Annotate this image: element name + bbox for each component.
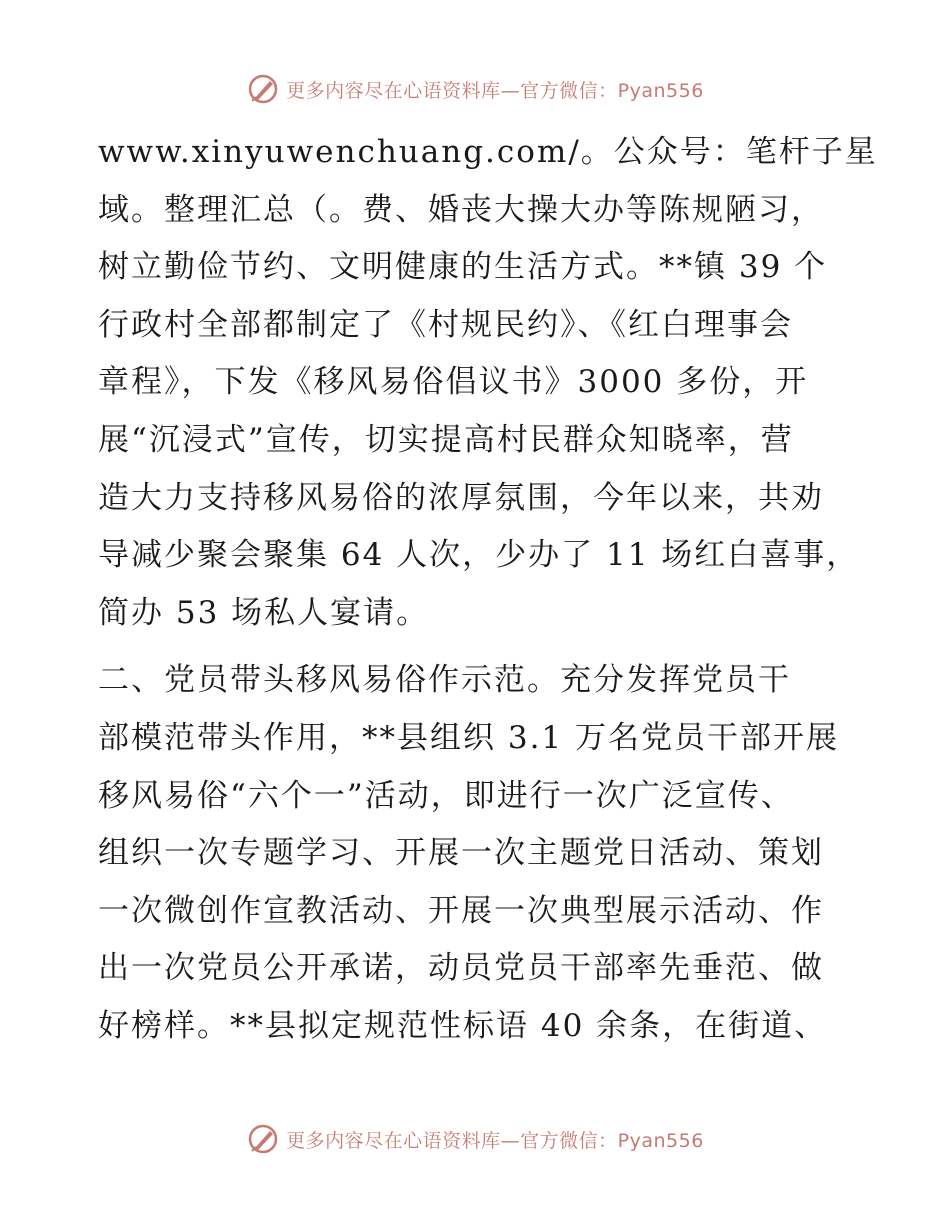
text-line: 行政村全部都制定了《村规民约》、《红白理事会 bbox=[98, 306, 793, 343]
text-line: www.xinyuwenchuang.com/。公众号：笔杆子星 bbox=[98, 134, 878, 170]
document-body bbox=[98, 124, 878, 1056]
text-line: 移风易俗“六个一”活动，即进行一次广泛宣传、 bbox=[98, 777, 794, 814]
text-line: 一次微创作宣教活动、开展一次典型展示活动、作 bbox=[98, 892, 824, 929]
text-line: 树立勤俭节约、文明健康的生活方式。**镇 39 个 bbox=[98, 249, 828, 286]
text-line: 二、党员带头移风易俗作示范。充分发挥党员干 bbox=[98, 662, 791, 699]
watermark-text: 更多内容尽在心语资料库—官方微信：Pyan556 bbox=[286, 79, 704, 102]
text-line: 章程》，下发《移风易俗倡议书》3000 多份，开 bbox=[98, 364, 809, 401]
paragraph-spacer bbox=[98, 642, 858, 652]
text-line: 造大力支持移风易俗的浓厚氛围，今年以来，共劝 bbox=[98, 479, 824, 516]
text-line: 展“沉浸式”宣传，切实提高村民群众知晓率，营 bbox=[98, 421, 794, 458]
text-line: 组织一次专题学习、开展一次主题党日活动、策划 bbox=[98, 835, 824, 872]
text-line: 出一次党员公开承诺，动员党员干部率先垂范、做 bbox=[98, 950, 824, 987]
text-line: 好榜样。**县拟定规范性标语 40 余条，在街道、 bbox=[98, 1007, 828, 1044]
text-line: 部模范带头作用，**县组织 3.1 万名党员干部开展 bbox=[98, 719, 840, 756]
text-line: 简办 53 场私人宴请。 bbox=[98, 594, 430, 631]
text-line: 导减少聚会聚集 64 人次，少办了 11 场红白喜事， bbox=[98, 537, 860, 574]
watermark-text: 更多内容尽在心语资料库—官方微信：Pyan556 bbox=[286, 1129, 704, 1152]
footer-watermark-banner bbox=[0, 1122, 950, 1156]
text-line: 域。整理汇总（。费、婚丧大操大办等陈规陋习， bbox=[98, 191, 824, 228]
pen-quill-logo-icon bbox=[246, 72, 280, 106]
header-watermark-banner bbox=[0, 72, 950, 106]
pen-quill-logo-icon bbox=[246, 1122, 280, 1156]
